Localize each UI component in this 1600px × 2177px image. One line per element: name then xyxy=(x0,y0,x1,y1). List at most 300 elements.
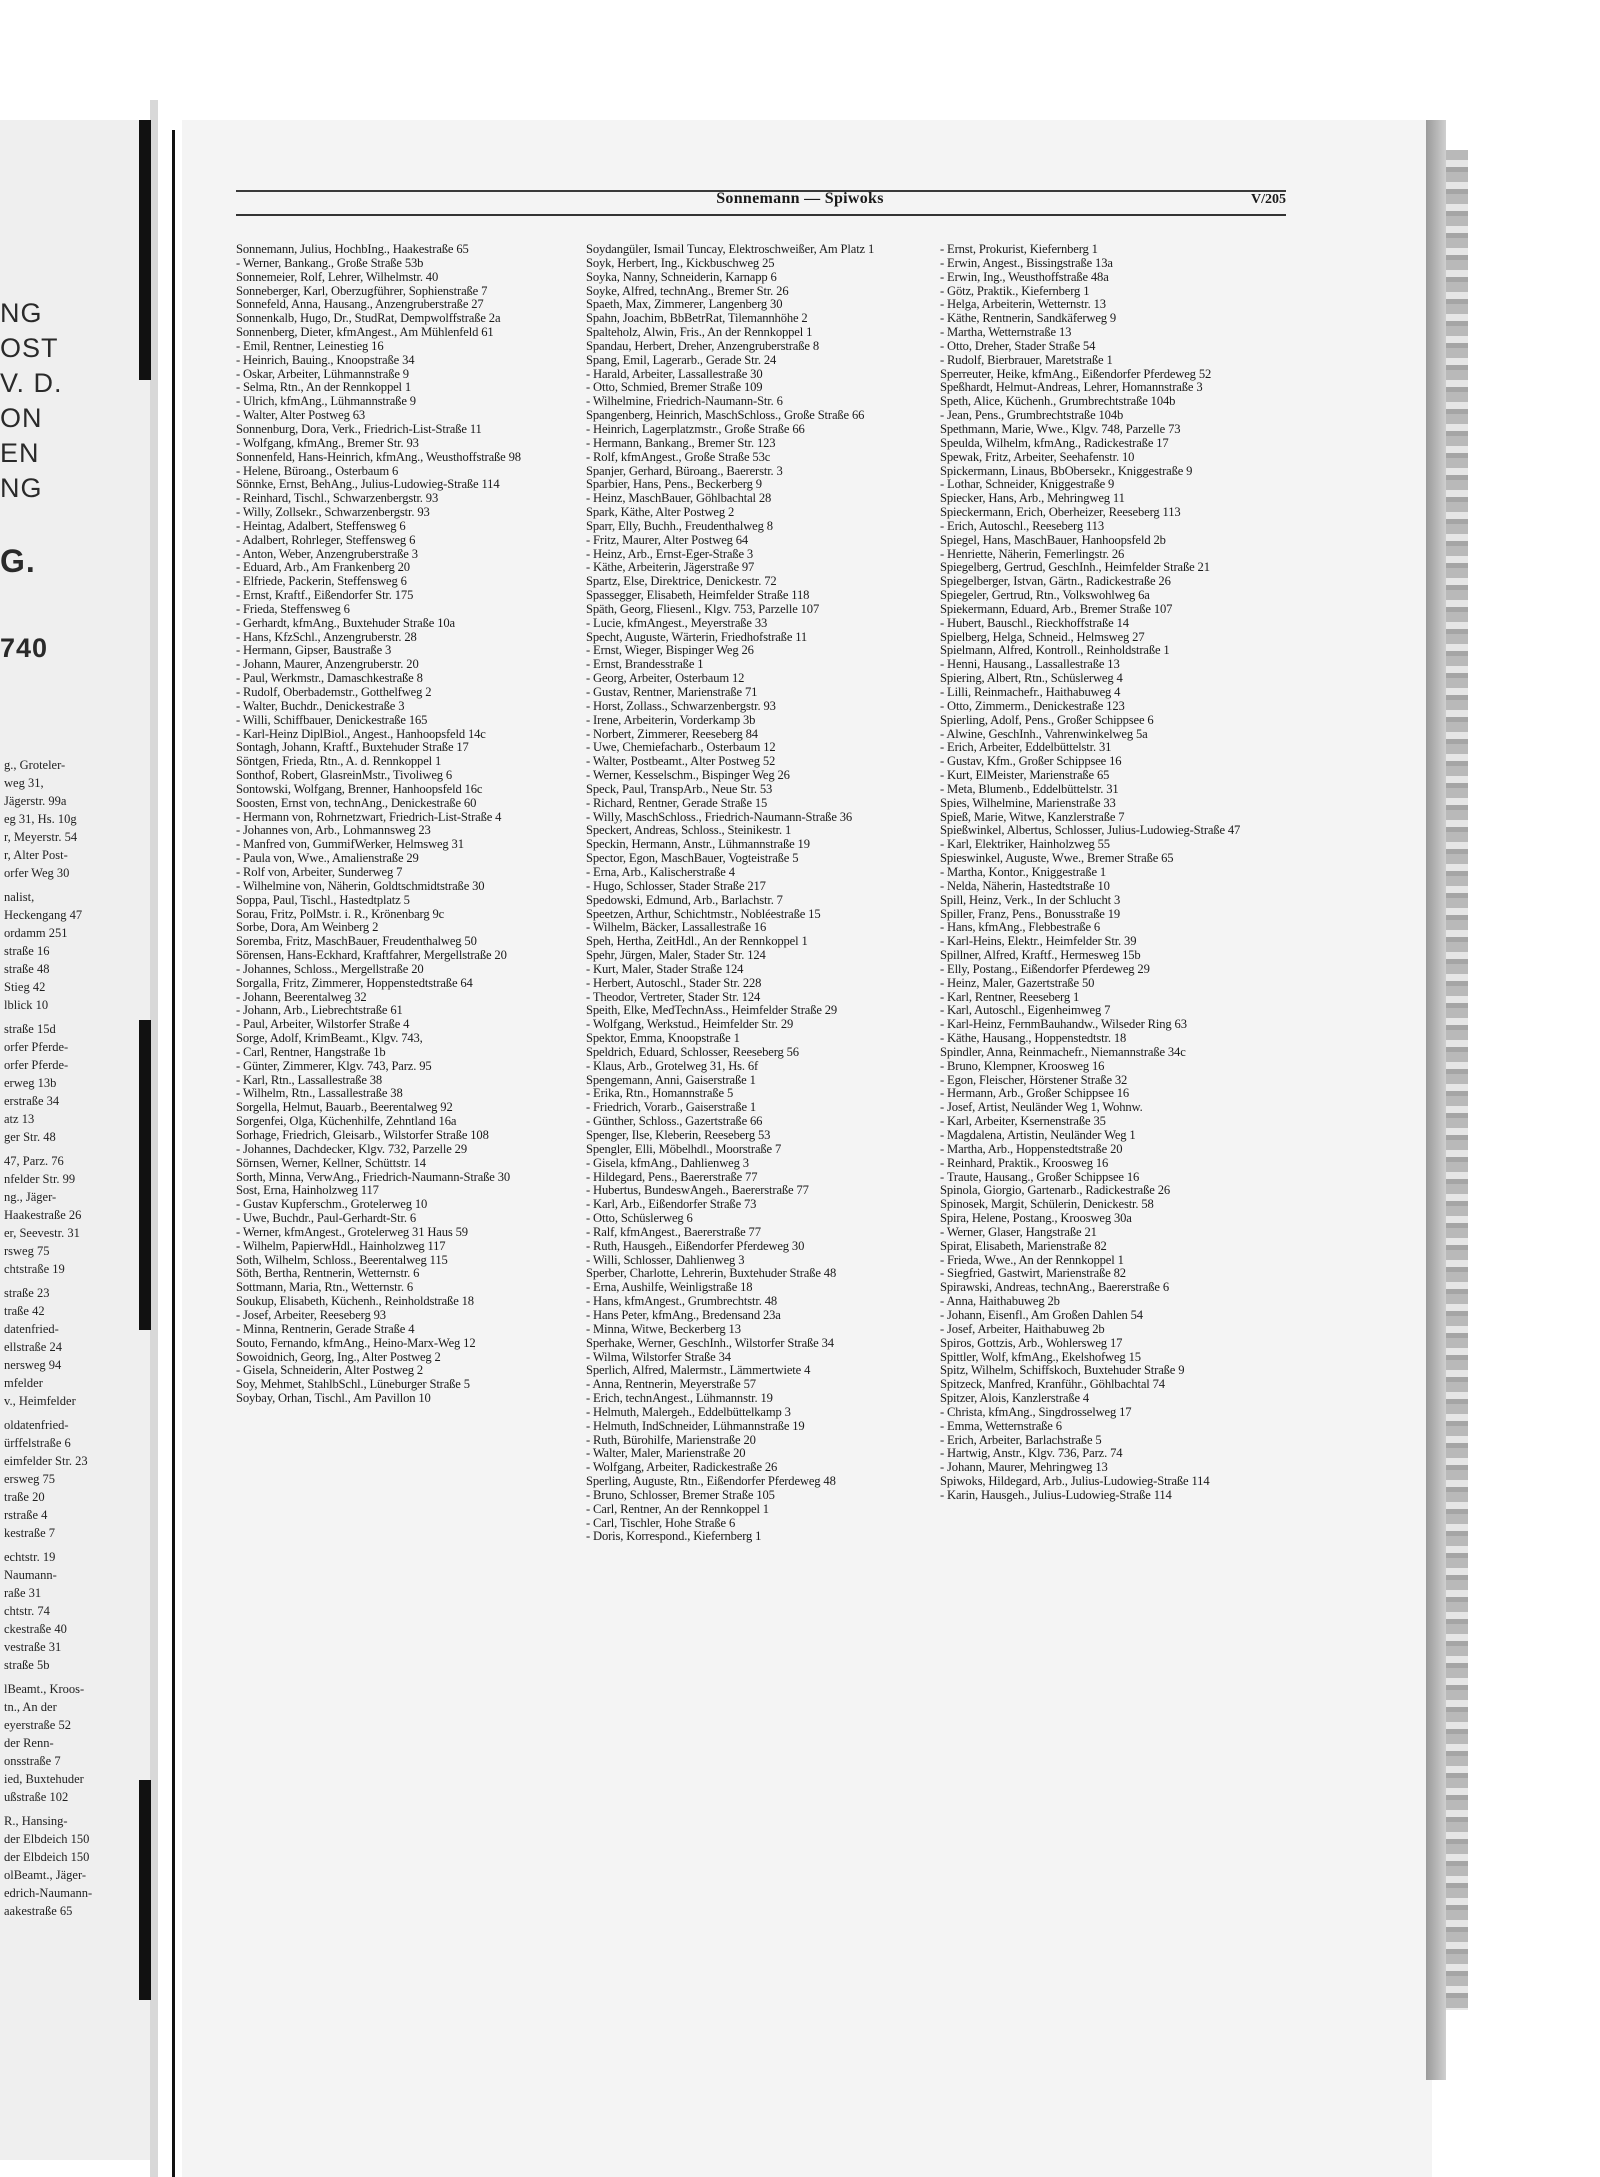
facing-page-heading-line: OST xyxy=(0,333,59,363)
directory-entry: - Heinrich, Lagerplatzmstr., Große Straße 66 xyxy=(586,421,805,436)
directory-entry: Sonnenkalb, Hugo, Dr., StudRat, Dempwolffstraße 2a xyxy=(236,311,501,326)
directory-entry: - Oskar, Arbeiter, Lühmannstraße 9 xyxy=(236,366,409,381)
directory-entry: Soppa, Paul, Tischl., Hastedtplatz 5 xyxy=(236,892,410,907)
directory-entry: - Hermann von, Rohrnetzwart, Friedrich-List-Straße 4 xyxy=(236,809,502,824)
directory-entry: Späth, Georg, Fliesenl., Klgv. 753, Parzelle 107 xyxy=(586,601,820,616)
directory-column-1 xyxy=(236,243,588,1406)
directory-entry: - Werner, kfmAngest., Grotelerweg 31 Haus 59 xyxy=(236,1224,468,1239)
directory-entry: Sonnenfeld, Hans-Heinrich, kfmAng., Weusthoffstraße 98 xyxy=(236,449,521,464)
facing-page-heading-line: NG xyxy=(0,473,43,503)
directory-entry: Sorhage, Friedrich, Gleisarb., Wilstorfer Straße 108 xyxy=(236,1128,489,1142)
directory-entry: Speckin, Hermann, Anstr., Lühmannstraße 19 xyxy=(586,837,810,852)
directory-entry: Speth, Alice, Küchenh., Grumbrechtstraße 104b xyxy=(940,394,1176,409)
directory-entry: Spill, Heinz, Verk., In der Schlucht 3 xyxy=(940,892,1121,907)
facing-page-fragment: mfelder xyxy=(4,1376,43,1390)
directory-entry: - Anton, Weber, Anzengruberstraße 3 xyxy=(236,546,418,561)
directory-entry: - Traute, Hausang., Großer Schippsee 16 xyxy=(940,1169,1140,1184)
directory-entry: Spierling, Adolf, Pens., Großer Schippsee 6 xyxy=(940,712,1154,727)
directory-entry: Sorth, Minna, VerwAng., Friedrich-Naumann-Straße 30 xyxy=(236,1169,511,1184)
directory-entry: - Willi, Schlosser, Dahlienweg 3 xyxy=(586,1252,745,1267)
directory-entry: - Henni, Hausang., Lassallestraße 13 xyxy=(940,657,1120,672)
facing-page-fragment: Stieg 42 xyxy=(4,980,46,994)
directory-entry: - Adalbert, Rohrleger, Steffensweg 6 xyxy=(236,532,416,547)
directory-entry: Spahn, Joachim, BbBetrRat, Tilemannhöhe 2 xyxy=(586,311,808,326)
facing-page-fragment: R., Hansing- xyxy=(4,1814,68,1828)
directory-entry: - Kurt, Maler, Stader Straße 124 xyxy=(586,961,744,976)
directory-entry: Spassegger, Elisabeth, Heimfelder Straße 118 xyxy=(586,588,810,603)
facing-page-fragment: tn., An der xyxy=(4,1700,57,1714)
directory-entry: - Reinhard, Praktik., Kroosweg 16 xyxy=(940,1155,1109,1170)
directory-entry: Spitz, Wilhelm, Schiffskoch, Buxtehuder Straße 9 xyxy=(940,1363,1185,1378)
directory-entry: - Herbert, Autoschl., Stader Str. 228 xyxy=(586,975,762,990)
directory-entry: Spindler, Anna, Reinmachefr., Niemannstraße 34c xyxy=(940,1044,1186,1059)
directory-entry: - Emil, Rentner, Leinestieg 16 xyxy=(236,338,384,353)
facing-page-fragment: der Renn- xyxy=(4,1736,54,1750)
directory-entry: - Hans, kfmAngest., Grumbrechtstr. 48 xyxy=(586,1294,778,1309)
directory-entry: - Hermann, Bankang., Bremer Str. 123 xyxy=(586,435,776,450)
facing-page-fragment: Naumann- xyxy=(4,1568,57,1582)
directory-entry: Spiering, Albert, Rtn., Schüslerweg 4 xyxy=(940,671,1123,686)
directory-entry: Speldrich, Eduard, Schlosser, Reeseberg 56 xyxy=(586,1044,799,1059)
directory-entry: Spewak, Fritz, Arbeiter, Seehafenstr. 10 xyxy=(940,449,1135,464)
directory-entry: - Ulrich, kfmAng., Lühmannstraße 9 xyxy=(236,394,416,409)
directory-entry: - Helmuth, IndSchneider, Lühmannstraße 19 xyxy=(586,1418,805,1433)
facing-page-fragment: straße 48 xyxy=(4,962,50,976)
directory-entry: - Hermann, Gipser, Baustraße 3 xyxy=(236,643,392,658)
directory-entry: Sorbe, Dora, Am Weinberg 2 xyxy=(236,920,379,935)
directory-entry: - Minna, Rentnerin, Gerade Straße 4 xyxy=(236,1321,415,1336)
page-edge-shadow xyxy=(1426,120,1446,2080)
directory-entry: - Martha, Wetternstraße 13 xyxy=(940,325,1072,340)
facing-page-fragment: erstraße 34 xyxy=(4,1094,60,1108)
directory-entry: - Helga, Arbeiterin, Wetternstr. 13 xyxy=(940,297,1106,312)
directory-entry: - Ruth, Bürohilfe, Marienstraße 20 xyxy=(586,1432,756,1447)
directory-entry: - Carl, Tischler, Hohe Straße 6 xyxy=(586,1515,736,1530)
facing-page-fragment: Haakestraße 26 xyxy=(4,1208,82,1222)
directory-entry: - Karl, Arb., Eißendorfer Straße 73 xyxy=(586,1197,757,1212)
directory-entry: - Rudolf, Bierbrauer, Maretstraße 1 xyxy=(940,352,1113,367)
directory-entry: Söntgen, Frieda, Rtn., A. d. Rennkoppel 1 xyxy=(236,754,442,769)
directory-entry: Söth, Bertha, Rentnerin, Wetternstr. 6 xyxy=(236,1266,420,1281)
directory-entry: - Günter, Zimmerer, Klgv. 743, Parz. 95 xyxy=(236,1058,432,1073)
facing-page-fragment: ersweg 75 xyxy=(4,1472,56,1486)
facing-page-fragment: Heckengang 47 xyxy=(4,908,83,922)
directory-entry: - Henriette, Näherin, Femerlingstr. 26 xyxy=(940,546,1125,561)
facing-page-fragment: nfelder Str. 99 xyxy=(4,1172,76,1186)
directory-entry: - Bruno, Klempner, Kroosweg 16 xyxy=(940,1058,1105,1073)
directory-entry: Spang, Emil, Lagerarb., Gerade Str. 24 xyxy=(586,352,777,367)
directory-entry: - Elfriede, Packerin, Steffensweg 6 xyxy=(236,574,407,589)
directory-entry: - Willy, Zollsekr., Schwarzenbergstr. 93 xyxy=(236,505,430,520)
directory-entry: - Wilhelm, PapierwHdl., Hainholzweg 117 xyxy=(236,1238,446,1253)
directory-entry: Sorgenfei, Olga, Küchenhilfe, Zehntland 16a xyxy=(236,1114,457,1129)
facing-page-fragment: rsweg 75 xyxy=(4,1244,50,1258)
directory-entry: Specht, Auguste, Wärterin, Friedhofstraße 11 xyxy=(586,629,808,644)
directory-entry: - Walter, Buchdr., Denickestraße 3 xyxy=(236,698,405,713)
facing-page-fragment: ckestraße 40 xyxy=(4,1622,67,1636)
directory-entry: Soosten, Ernst von, technAng., Denickestraße 60 xyxy=(236,795,477,810)
spine-shadow xyxy=(139,1780,151,2000)
directory-entry: Speck, Paul, TranspArb., Neue Str. 53 xyxy=(586,781,773,796)
directory-entry: Sonnemann, Julius, HochbIng., Haakestraße 65 xyxy=(236,242,469,256)
facing-page-fragment: orfer Weg 30 xyxy=(4,866,70,880)
directory-entry: Spieß, Marie, Witwe, Kanzlerstraße 7 xyxy=(940,809,1125,824)
directory-entry: Spießwinkel, Albertus, Schlosser, Julius-Ludowieg-Straße 47 xyxy=(940,823,1241,838)
facing-page-fragment: echtstr. 19 xyxy=(4,1550,56,1564)
directory-entry: Speh, Hertha, ZeitHdl., An der Rennkoppel 1 xyxy=(586,934,808,949)
facing-page-fragment: atz 13 xyxy=(4,1112,35,1126)
directory-entry: - Otto, Schüslerweg 6 xyxy=(586,1211,693,1226)
gutter-line xyxy=(172,130,175,2177)
directory-entry: - Uwe, Buchdr., Paul-Gerhardt-Str. 6 xyxy=(236,1211,416,1226)
directory-entry: - Werner, Kesselschm., Bispinger Weg 26 xyxy=(586,768,790,783)
directory-entry: - Wilma, Wilstorfer Straße 34 xyxy=(586,1349,731,1364)
directory-entry: - Helmuth, Malergeh., Eddelbüttelkamp 3 xyxy=(586,1404,791,1419)
facing-page-fragment: aakestraße 65 xyxy=(4,1904,73,1918)
directory-entry: Spalteholz, Alwin, Fris., An der Rennkoppel 1 xyxy=(586,325,813,340)
facing-page-fragment: ng., Jäger- xyxy=(4,1190,57,1204)
directory-entry: Sorge, Adolf, KrimBeamt., Klgv. 743, xyxy=(236,1031,423,1046)
directory-entry: - Wilhelmine, Friedrich-Naumann-Str. 6 xyxy=(586,394,783,409)
spine-shadow xyxy=(139,120,151,380)
directory-entry: Spinosek, Margit, Schülerin, Denickestr. 58 xyxy=(940,1197,1154,1212)
directory-entry: - Hugo, Schlosser, Stader Straße 217 xyxy=(586,878,766,893)
directory-entry: - Willy, MaschSchloss., Friedrich-Naumann-Straße 36 xyxy=(586,809,853,824)
directory-entry: - Ernst, Prokurist, Kiefernberg 1 xyxy=(940,242,1098,256)
facing-page-fragment: datenfried- xyxy=(4,1322,59,1336)
directory-entry: Soyk, Herbert, Ing., Kickbuschweg 25 xyxy=(586,255,775,270)
facing-page-fragment: lBeamt., Kroos- xyxy=(4,1682,85,1696)
directory-entry: Spiegelberg, Gertrud, GeschInh., Heimfelder Straße 21 xyxy=(940,560,1210,575)
directory-entry: Sorgella, Helmut, Bauarb., Beerentalweg 92 xyxy=(236,1100,453,1115)
directory-entry: - Heinrich, Bauing., Knoopstraße 34 xyxy=(236,352,415,367)
facing-page-fragment: nersweg 94 xyxy=(4,1358,62,1372)
directory-entry: Spiegel, Hans, MaschBauer, Hanhoopsfeld 2b xyxy=(940,532,1166,547)
facing-page-heading-line: NG xyxy=(0,298,43,328)
directory-entry: Spangenberg, Heinrich, MaschSchloss., Große Straße 66 xyxy=(586,408,865,423)
facing-page-fragment: nalist, xyxy=(4,890,35,904)
directory-entry: Spiecker, Hans, Arb., Mehringweg 11 xyxy=(940,491,1125,506)
directory-entry: - Uwe, Chemiefacharb., Osterbaum 12 xyxy=(586,740,776,755)
directory-entry: Sperber, Charlotte, Lehrerin, Buxtehuder Straße 48 xyxy=(586,1266,837,1281)
directory-entry: - Paul, Werkmstr., Damaschkestraße 8 xyxy=(236,671,423,686)
directory-entry: - Johann, Maurer, Anzengruberstr. 20 xyxy=(236,657,419,672)
directory-entry: - Horst, Zollass., Schwarzenbergstr. 93 xyxy=(586,698,776,713)
directory-entry: - Johann, Eisenfl., Am Großen Dahlen 54 xyxy=(940,1307,1143,1322)
facing-page-fragment: vestraße 31 xyxy=(4,1640,62,1654)
directory-entry: - Hans Peter, kfmAng., Bredensand 23a xyxy=(586,1307,781,1322)
directory-entry: Spickermann, Linaus, BbObersekr., Kniggestraße 9 xyxy=(940,463,1193,478)
directory-entry: Soth, Wilhelm, Schloss., Beerentalweg 115 xyxy=(236,1252,448,1267)
directory-entry: - Käthe, Arbeiterin, Jägerstraße 97 xyxy=(586,560,755,575)
directory-entry: - Reinhard, Tischl., Schwarzenbergstr. 93 xyxy=(236,491,439,506)
directory-entry: Spenger, Ilse, Kleberin, Reeseberg 53 xyxy=(586,1128,771,1142)
directory-entry: - Alwine, GeschInh., Vahrenwinkelweg 5a xyxy=(940,726,1148,741)
directory-entry: Soydangüler, Ismail Tuncay, Elektroschweißer, Am Platz 1 xyxy=(586,242,875,256)
directory-entry: - Ernst, Brandesstraße 1 xyxy=(586,657,704,672)
facing-page-fragment: onsstraße 7 xyxy=(4,1754,61,1768)
facing-page-fragment: ußstraße 102 xyxy=(4,1790,69,1804)
directory-entry: Spiegeler, Gertrud, Rtn., Volkswohlweg 6a xyxy=(940,588,1150,603)
facing-page-fragment: olBeamt., Jäger- xyxy=(4,1868,87,1882)
directory-entry: - Josef, Arbeiter, Reeseberg 93 xyxy=(236,1307,386,1322)
directory-entry: - Karin, Hausgeh., Julius-Ludowieg-Straße 114 xyxy=(940,1487,1172,1502)
directory-entry: Sonneberger, Karl, Oberzugführer, Sophienstraße 7 xyxy=(236,283,488,298)
directory-entry: - Egon, Fleischer, Hörstener Straße 32 xyxy=(940,1072,1128,1087)
directory-entry: - Walter, Postbeamt., Alter Postweg 52 xyxy=(586,754,776,769)
directory-entry: Spiros, Gottzis, Arb., Wohlersweg 17 xyxy=(940,1335,1123,1350)
directory-entry: - Gerhardt, kfmAng., Buxtehuder Straße 10a xyxy=(236,615,455,630)
directory-entry: Speulda, Wilhelm, kfmAng., Radickestraße 17 xyxy=(940,435,1169,450)
directory-entry: - Harald, Arbeiter, Lassallestraße 30 xyxy=(586,366,763,381)
directory-entry: - Heintag, Adalbert, Steffensweg 6 xyxy=(236,518,406,533)
directory-entry: - Günther, Schloss., Gazertstraße 66 xyxy=(586,1114,763,1129)
directory-entry: Sowoidnich, Georg, Ing., Alter Postweg 2 xyxy=(236,1349,441,1364)
directory-entry: Spethmann, Marie, Wwe., Klgv. 748, Parzelle 73 xyxy=(940,421,1181,436)
facing-page-fragment: kestraße 7 xyxy=(4,1526,56,1540)
directory-entry: - Karl, Rentner, Reeseberg 1 xyxy=(940,989,1080,1004)
directory-entry: - Lucie, kfmAngest., Meyerstraße 33 xyxy=(586,615,768,630)
facing-page-fragment: orfer Pferde- xyxy=(4,1058,69,1072)
directory-entry: - Johannes von, Arb., Lohmannsweg 23 xyxy=(236,823,431,838)
facing-page-heading-line: G. xyxy=(0,543,36,579)
directory-entry: - Willi, Schiffbauer, Denickestraße 165 xyxy=(236,712,428,727)
directory-entry: Spira, Helene, Postang., Kroosweg 30a xyxy=(940,1211,1132,1226)
directory-entry: Spitzer, Alois, Kanzlerstraße 4 xyxy=(940,1391,1090,1406)
directory-entry: Spaeth, Max, Zimmerer, Langenberg 30 xyxy=(586,297,783,312)
directory-entry: Spillner, Alfred, Kraftf., Hermesweg 15b xyxy=(940,948,1141,963)
directory-entry: - Carl, Rentner, An der Rennkoppel 1 xyxy=(586,1501,769,1516)
facing-page-fragment: ellstraße 24 xyxy=(4,1340,62,1354)
directory-entry: - Wilhelm, Bäcker, Lassallestraße 16 xyxy=(586,920,767,935)
facing-page-fragment: eimfelder Str. 23 xyxy=(4,1454,88,1468)
directory-entry: Spieckermann, Erich, Oberheizer, Reeseberg 113 xyxy=(940,505,1181,520)
facing-page-fragment: eyerstraße 52 xyxy=(4,1718,71,1732)
directory-entry: Soyka, Nanny, Schneiderin, Karnapp 6 xyxy=(586,269,777,284)
directory-entry: - Johannes, Schloss., Mergellstraße 20 xyxy=(236,961,424,976)
directory-entry: - Fritz, Maurer, Alter Postweg 64 xyxy=(586,532,749,547)
directory-entry: Sost, Erna, Hainholzweg 117 xyxy=(236,1183,379,1198)
directory-entry: - Wolfgang, Werkstud., Heimfelder Str. 29 xyxy=(586,1017,794,1032)
directory-entry: Spirawski, Andreas, technAng., Baererstraße 6 xyxy=(940,1280,1169,1295)
directory-column-3 xyxy=(940,243,1292,1503)
directory-entry: - Manfred von, GummifWerker, Helmsweg 31 xyxy=(236,837,464,852)
directory-entry: - Wolfgang, kfmAng., Bremer Str. 93 xyxy=(236,435,419,450)
directory-entry: - Johannes, Dachdecker, Klgv. 732, Parzelle 29 xyxy=(236,1141,467,1156)
directory-entry: - Rolf, kfmAngest., Große Straße 53c xyxy=(586,449,771,464)
directory-entry: - Johann, Arb., Liebrechtstraße 61 xyxy=(236,1003,403,1018)
facing-page-heading-line: EN xyxy=(0,438,40,468)
directory-entry: - Karl-Heinz DiplBiol., Angest., Hanhoopsfeld 14c xyxy=(236,726,486,741)
facing-page-fragment: v., Heimfelder xyxy=(4,1394,76,1408)
spine-shadow xyxy=(139,1020,151,1330)
directory-entry: Soukup, Elisabeth, Küchenh., Reinholdstraße 18 xyxy=(236,1294,474,1309)
directory-entry: Sonnenburg, Dora, Verk., Friedrich-List-Straße 11 xyxy=(236,421,482,436)
directory-entry: Spehr, Jürgen, Maler, Stader Str. 124 xyxy=(586,948,766,963)
directory-entry: - Klaus, Arb., Grotelweg 31, Hs. 6f xyxy=(586,1058,759,1073)
directory-entry: - Johann, Beerentalweg 32 xyxy=(236,989,367,1004)
directory-entry: Spiekermann, Eduard, Arb., Bremer Straße 107 xyxy=(940,601,1173,616)
directory-entry: - Gustav, Rentner, Marienstraße 71 xyxy=(586,685,758,699)
directory-entry: Speith, Elke, MedTechnAss., Heimfelder Straße 29 xyxy=(586,1003,838,1018)
facing-page-fragment: raße 31 xyxy=(4,1586,42,1600)
facing-page-heading-line: ON xyxy=(0,403,43,433)
directory-entry: - Frieda, Wwe., An der Rennkoppel 1 xyxy=(940,1252,1124,1267)
directory-entry: - Hildegard, Pens., Baererstraße 77 xyxy=(586,1169,758,1184)
directory-entry: Sontowski, Wolfgang, Brenner, Hanhoopsfeld 16c xyxy=(236,781,483,796)
directory-entry: - Magdalena, Artistin, Neuländer Weg 1 xyxy=(940,1128,1136,1142)
directory-entry: - Johann, Maurer, Mehringweg 13 xyxy=(940,1460,1108,1475)
directory-entry: - Erich, Arbeiter, Barlachstraße 5 xyxy=(940,1432,1102,1447)
facing-page-fragment: Jägerstr. 99a xyxy=(4,794,67,808)
directory-entry: - Gustav, Kfm., Großer Schippsee 16 xyxy=(940,754,1122,769)
directory-entry: - Kurt, ElMeister, Marienstraße 65 xyxy=(940,768,1110,783)
facing-page xyxy=(0,120,150,2160)
directory-entry: - Karl, Autoschl., Eigenheimweg 7 xyxy=(940,1003,1111,1018)
directory-entry: - Erich, technAngest., Lühmannstr. 19 xyxy=(586,1391,773,1406)
directory-entry: - Lilli, Reinmachefr., Haithabuweg 4 xyxy=(940,685,1121,699)
directory-entry: Sonnefeld, Anna, Hausang., Anzengruberstraße 27 xyxy=(236,297,484,312)
facing-page-fragment: orfer Pferde- xyxy=(4,1040,69,1054)
directory-entry: - Gisela, Schneiderin, Alter Postweg 2 xyxy=(236,1363,424,1378)
directory-entry: - Siegfried, Gastwirt, Marienstraße 82 xyxy=(940,1266,1126,1281)
directory-entry: Sperling, Auguste, Rtn., Eißendorfer Pferdeweg 48 xyxy=(586,1474,836,1489)
directory-entry: - Georg, Arbeiter, Osterbaum 12 xyxy=(586,671,745,686)
facing-page-fragment: r, Meyerstr. 54 xyxy=(4,830,78,844)
directory-entry: Spartz, Else, Direktrice, Denickestr. 72 xyxy=(586,574,777,589)
directory-entry: - Erwin, Angest., Bissingstraße 13a xyxy=(940,255,1113,270)
directory-entry: Soyke, Alfred, technAng., Bremer Str. 26 xyxy=(586,283,789,298)
page-edge-stack xyxy=(1446,150,1468,2010)
facing-page-fragment: traße 20 xyxy=(4,1490,45,1504)
directory-entry: - Erna, Aushilfe, Weinligstraße 18 xyxy=(586,1280,753,1295)
directory-entry: Spiwoks, Hildegard, Arb., Julius-Ludowieg-Straße 114 xyxy=(940,1474,1210,1489)
directory-entry: - Bruno, Schlosser, Bremer Straße 105 xyxy=(586,1487,775,1502)
directory-entry: Sperreuter, Heike, kfmAng., Eißendorfer Pferdeweg 52 xyxy=(940,366,1212,381)
directory-entry: - Otto, Zimmerm., Denickestraße 123 xyxy=(940,698,1125,713)
directory-entry: Sörnsen, Werner, Kellner, Schüttstr. 14 xyxy=(236,1155,426,1170)
page-header-title: Sonnemann — Spiwoks xyxy=(716,190,884,207)
directory-entry: Spies, Wilhelmine, Marienstraße 33 xyxy=(940,795,1116,810)
directory-entry: - Wilhelmine von, Näherin, Goldtschmidtstraße 30 xyxy=(236,878,485,893)
facing-page-fragment: ger Str. 48 xyxy=(4,1130,56,1144)
facing-page-fragment: straße 23 xyxy=(4,1286,50,1300)
directory-entry: Spirat, Elisabeth, Marienstraße 82 xyxy=(940,1238,1107,1253)
header-rule xyxy=(236,214,1286,216)
directory-entry: Sperhake, Werner, GeschInh., Wilstorfer Straße 34 xyxy=(586,1335,834,1350)
directory-entry: - Hans, KfzSchl., Anzengruberstr. 28 xyxy=(236,629,417,644)
directory-entry: Speckert, Andreas, Schloss., Steinikestr. 1 xyxy=(586,823,792,838)
directory-entry: Spengler, Elli, Möbelhdl., Moorstraße 7 xyxy=(586,1141,782,1156)
directory-entry: - Jean, Pens., Grumbrechtstraße 104b xyxy=(940,408,1124,423)
directory-entry: Sorau, Fritz, PolMstr. i. R., Krönenbarg 9c xyxy=(236,906,445,921)
directory-entry: - Josef, Arbeiter, Haithabuweg 2b xyxy=(940,1321,1105,1336)
directory-entry: - Walter, Maler, Marienstraße 20 xyxy=(586,1446,746,1461)
directory-entry: - Erika, Rtn., Homannstraße 5 xyxy=(586,1086,734,1101)
directory-entry: - Hartwig, Anstr., Klgv. 736, Parz. 74 xyxy=(940,1446,1123,1461)
directory-entry: Sonnemeier, Rolf, Lehrer, Wilhelmstr. 40 xyxy=(236,269,439,284)
directory-entry: - Heinz, MaschBauer, Göhlbachtal 28 xyxy=(586,491,772,506)
facing-page-fragment: erweg 13b xyxy=(4,1076,57,1090)
directory-entry: - Ruth, Hausgeh., Eißendorfer Pferdeweg 30 xyxy=(586,1238,805,1253)
directory-entry: Soy, Mehmet, StahlbSchl., Lüneburger Straße 5 xyxy=(236,1377,470,1392)
directory-entry: - Martha, Arb., Hoppenstedtstraße 20 xyxy=(940,1141,1123,1156)
directory-entry: - Doris, Korrespond., Kiefernberg 1 xyxy=(586,1529,762,1544)
directory-entry: - Käthe, Rentnerin, Sandkäferweg 9 xyxy=(940,311,1117,326)
facing-page-heading-line: V. D. xyxy=(0,368,63,398)
directory-entry: - Heinz, Maler, Gazertstraße 50 xyxy=(940,975,1095,990)
directory-entry: - Friedrich, Vorarb., Gaiserstraße 1 xyxy=(586,1100,757,1115)
directory-entry: Spedowski, Edmund, Arb., Barlachstr. 7 xyxy=(586,892,783,907)
directory-entry: - Nelda, Näherin, Hastedtstraße 10 xyxy=(940,878,1110,893)
directory-entry: Speetzen, Arthur, Schichtmstr., Nobléestraße 15 xyxy=(586,906,821,921)
directory-entry: - Richard, Rentner, Gerade Straße 15 xyxy=(586,795,768,810)
directory-entry: Spielberg, Helga, Schneid., Helmsweg 27 xyxy=(940,629,1145,644)
directory-entry: - Gisela, kfmAng., Dahlienweg 3 xyxy=(586,1155,749,1170)
directory-entry: Soybay, Orhan, Tischl., Am Pavillon 10 xyxy=(236,1391,431,1406)
facing-page-fragment: chtstraße 19 xyxy=(4,1262,65,1276)
facing-page-fragment: traße 42 xyxy=(4,1304,45,1318)
directory-entry: Spark, Käthe, Alter Postweg 2 xyxy=(586,505,735,520)
facing-page-fragment: chtstr. 74 xyxy=(4,1604,50,1618)
directory-entry: Sörensen, Hans-Eckhard, Kraftfahrer, Mergellstraße 20 xyxy=(236,948,507,963)
directory-entry: - Erich, Arbeiter, Eddelbüttelstr. 31 xyxy=(940,740,1112,755)
directory-entry: - Anna, Haithabuweg 2b xyxy=(940,1294,1060,1309)
directory-entry: - Erich, Autoschl., Reeseberg 113 xyxy=(940,518,1104,533)
facing-page-fragment: der Elbdeich 150 xyxy=(4,1832,90,1846)
directory-entry: Spengemann, Anni, Gaiserstraße 1 xyxy=(586,1072,756,1087)
directory-entry: Soremba, Fritz, MaschBauer, Freudenthalweg 50 xyxy=(236,934,477,949)
directory-entry: - Karl-Heinz, FernmBauhandw., Wilseder Ring 63 xyxy=(940,1017,1187,1032)
directory-entry: - Karl, Rtn., Lassallestraße 38 xyxy=(236,1072,383,1087)
directory-entry: - Otto, Schmied, Bremer Straße 109 xyxy=(586,380,763,395)
directory-entry: Spektor, Emma, Knoopstraße 1 xyxy=(586,1031,740,1046)
facing-page-fragment: weg 31, xyxy=(4,776,44,790)
directory-entry: - Otto, Dreher, Stader Straße 54 xyxy=(940,338,1096,353)
directory-entry: - Norbert, Zimmerer, Reeseberg 84 xyxy=(586,726,758,741)
directory-entry: Sorgalla, Fritz, Zimmerer, Hoppenstedtstraße 64 xyxy=(236,975,473,990)
directory-entry: - Hubertus, BundeswAngeh., Baererstraße 77 xyxy=(586,1183,809,1198)
directory-entry: - Anna, Rentnerin, Meyerstraße 57 xyxy=(586,1377,756,1392)
directory-entry: - Rudolf, Oberbademstr., Gotthelfweg 2 xyxy=(236,685,432,699)
directory-entry: - Hans, kfmAng., Flebbestraße 6 xyxy=(940,920,1101,935)
directory-entry: Spitzeck, Manfred, Kranführ., Göhlbachtal 74 xyxy=(940,1377,1165,1392)
directory-entry: - Theodor, Vertreter, Stader Str. 124 xyxy=(586,989,761,1004)
directory-entry: Spittler, Wolf, kfmAng., Ekelshofweg 15 xyxy=(940,1349,1141,1364)
facing-page-heading-line: 740 xyxy=(0,633,49,663)
directory-entry: - Helene, Büroang., Osterbaum 6 xyxy=(236,463,399,478)
facing-page-fragment: ied, Buxtehuder xyxy=(4,1772,84,1786)
directory-entry: Spanjer, Gerhard, Büroang., Baererstr. 3 xyxy=(586,463,783,478)
facing-page-fragment: g., Groteler- xyxy=(4,758,66,772)
directory-entry: - Frieda, Steffensweg 6 xyxy=(236,601,350,616)
directory-entry: - Gustav Kupferschm., Grotelerweg 10 xyxy=(236,1197,428,1212)
directory-entry: - Rolf von, Arbeiter, Sunderweg 7 xyxy=(236,864,403,879)
directory-entry: - Werner, Glaser, Hangstraße 21 xyxy=(940,1224,1097,1239)
directory-entry: - Karl, Elektriker, Hainholzweg 55 xyxy=(940,837,1110,852)
directory-entry: - Martha, Kontor., Kniggestraße 1 xyxy=(940,864,1107,879)
directory-entry: - Hermann, Arb., Großer Schippsee 16 xyxy=(940,1086,1130,1101)
directory-entry: Souto, Fernando, kfmAng., Heino-Marx-Weg 12 xyxy=(236,1335,476,1350)
directory-entry: - Irene, Arbeiterin, Vorderkamp 3b xyxy=(586,712,756,727)
directory-entry: - Emma, Wetternstraße 6 xyxy=(940,1418,1062,1433)
directory-entry: Sonthof, Robert, GlasreinMstr., Tivoliweg 6 xyxy=(236,768,453,783)
directory-entry: - Ernst, Wieger, Bispinger Weg 26 xyxy=(586,643,754,658)
directory-entry: - Josef, Artist, Neuländer Weg 1, Wohnw. xyxy=(940,1100,1143,1115)
directory-entry: - Lothar, Schneider, Kniggestraße 9 xyxy=(940,477,1115,492)
directory-entry: Speßhardt, Helmut-Andreas, Lehrer, Homannstraße 3 xyxy=(940,380,1203,395)
directory-entry: - Eduard, Arb., Am Frankenberg 20 xyxy=(236,560,410,575)
